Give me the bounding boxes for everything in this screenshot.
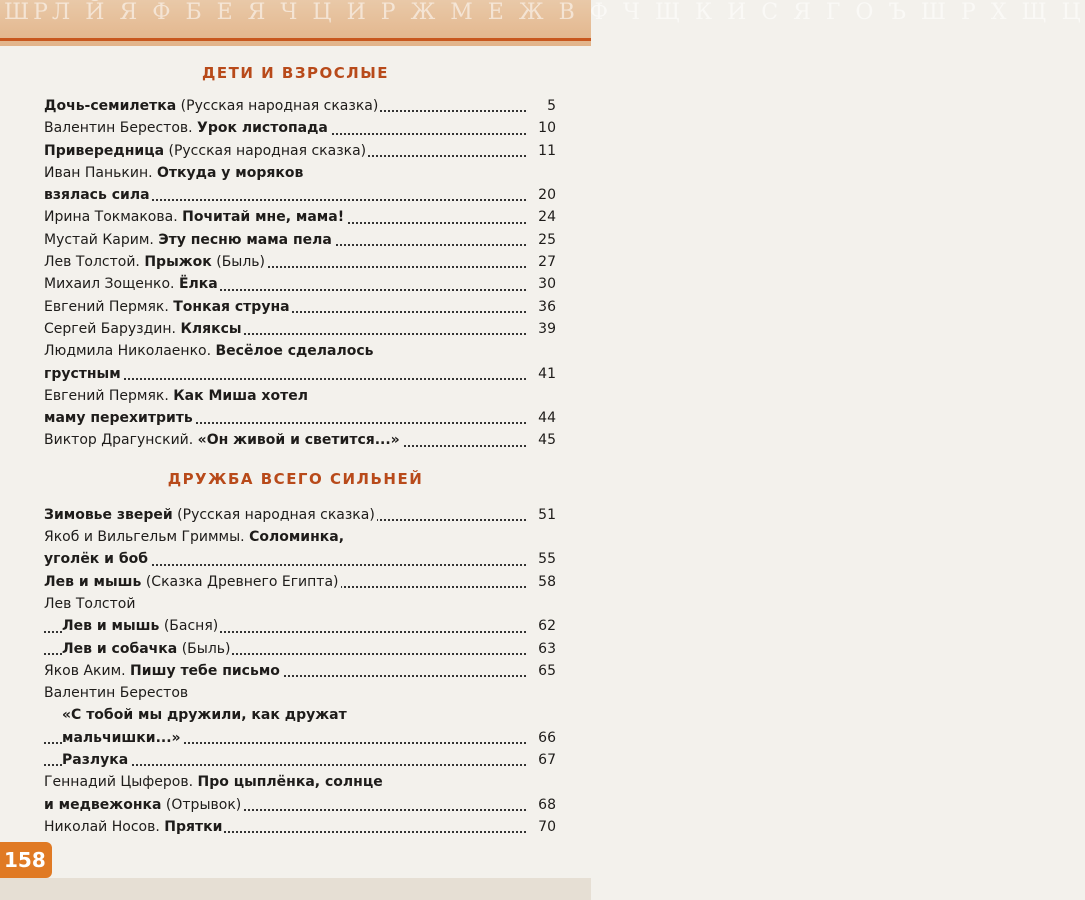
- work-title: «Он живой и светится...»: [197, 432, 400, 449]
- author-or-note: (Басня): [159, 618, 219, 635]
- toc-entry-text: [44, 663, 282, 679]
- toc-entry: [44, 504, 556, 526]
- toc-entry: [44, 571, 556, 593]
- toc-entry: [44, 794, 556, 816]
- toc-page-number: 58: [530, 571, 556, 593]
- toc-entry: [44, 816, 556, 838]
- toc-entry-text: [44, 774, 385, 790]
- toc-entry: [44, 727, 556, 749]
- toc-page-number: 36: [530, 296, 556, 318]
- toc-entry: [44, 749, 556, 771]
- author-or-note: Геннадий Цыферов.: [44, 774, 198, 791]
- toc-page-number: 10: [530, 117, 556, 139]
- work-title: Ёлка: [178, 276, 218, 293]
- toc-entry-text: [44, 276, 220, 292]
- author-or-note: Михаил Зощенко.: [44, 276, 179, 293]
- author-or-note: Мустай Карим.: [44, 231, 159, 248]
- work-title: Привередница: [44, 142, 165, 159]
- toc-entry-text: [62, 707, 349, 723]
- decorative-header-band: [0, 0, 1085, 46]
- toc-entry-text: [44, 596, 137, 612]
- toc-entry: [44, 704, 556, 726]
- toc-entry: [44, 318, 556, 340]
- work-title: Разлука: [62, 752, 129, 769]
- work-title: Как Миша хотел: [173, 387, 308, 404]
- toc-entry: [44, 682, 556, 704]
- toc-page-number: 44: [530, 407, 556, 429]
- bottom-band: [0, 878, 591, 900]
- toc-entry-text: [44, 98, 380, 114]
- toc-entry: [44, 526, 556, 548]
- toc-entry-text: [62, 641, 232, 657]
- author-or-note: Сергей Баруздин.: [44, 320, 181, 337]
- work-title: уголёк и боб: [44, 551, 149, 568]
- toc-entry: [44, 273, 556, 295]
- toc-entry-text: [62, 618, 220, 634]
- toc-page-number: 45: [530, 429, 556, 451]
- toc-page-number: 24: [530, 206, 556, 228]
- toc-page-number: 30: [530, 273, 556, 295]
- work-title: и медвежонка: [44, 796, 162, 813]
- toc-entry-text: [44, 432, 402, 448]
- section-title-children-adults: ДЕТИ И ВЗРОСЛЫЕ: [202, 64, 389, 82]
- toc-entry: [44, 229, 556, 251]
- work-title: Зимовье зверей: [44, 506, 173, 523]
- toc-entry-text: [44, 388, 310, 404]
- toc-entry: [44, 117, 556, 139]
- work-title: Пишу тебе письмо: [130, 662, 280, 679]
- work-title: грустным: [44, 365, 121, 382]
- toc-page-number: 20: [530, 184, 556, 206]
- toc-page-number: 68: [530, 794, 556, 816]
- toc-entry-text: [44, 299, 292, 315]
- author-or-note: Валентин Берестов: [44, 685, 189, 702]
- author-or-note: (Сказка Древнего Египта): [141, 573, 339, 590]
- toc-entry: [44, 162, 556, 184]
- toc-entry: [44, 140, 556, 162]
- toc-entry: [44, 660, 556, 682]
- toc-entry-text: [44, 366, 123, 382]
- author-or-note: Якоб и Вильгельм Гриммы.: [44, 529, 250, 546]
- header-rule: [0, 38, 591, 41]
- author-or-note: (Быль): [211, 254, 266, 271]
- toc-entry-text: [62, 730, 183, 746]
- toc-entry: [44, 296, 556, 318]
- toc-entry: [44, 95, 556, 117]
- author-or-note: Николай Носов.: [44, 818, 165, 835]
- toc-entry-text: [44, 232, 334, 248]
- toc-entry: [44, 593, 556, 615]
- work-title: Про цыплёнка, солнце: [197, 774, 383, 791]
- toc-page-number: 27: [530, 251, 556, 273]
- toc-page-number: 66: [530, 727, 556, 749]
- author-or-note: (Русская народная сказка): [176, 98, 379, 114]
- toc-entry: [44, 615, 556, 637]
- author-or-note: Яков Аким.: [44, 662, 131, 679]
- author-or-note: (Русская народная сказка): [172, 506, 375, 523]
- toc-entry-text: [44, 574, 341, 590]
- toc-page-number: 63: [530, 638, 556, 660]
- toc-entry-text: [44, 551, 150, 567]
- toc-entry: [44, 385, 556, 407]
- decorative-letters: ШРЛ Й Я Ф Б Е Я Ч Ц И Р Ж М Е Ж В Ф Ч Щ К И С Я Г О Ъ Ш Р Х Щ Ц: [4, 0, 1085, 25]
- toc-entry: [44, 206, 556, 228]
- author-or-note: Людмила Николаенко.: [44, 343, 216, 360]
- toc-entry-text: [44, 507, 377, 523]
- toc-entry: [44, 429, 556, 451]
- author-or-note: (Отрывок): [161, 796, 242, 813]
- work-title: Урок листопада: [197, 120, 328, 137]
- author-or-note: Виктор Драгунский.: [44, 432, 198, 449]
- work-title: мальчишки...»: [62, 729, 181, 746]
- author-or-note: Валентин Берестов.: [44, 120, 198, 137]
- toc-page-number: 70: [530, 816, 556, 838]
- toc-entry-text: [44, 685, 190, 701]
- work-title: Кляксы: [180, 320, 242, 337]
- work-title: Тонкая струна: [173, 298, 290, 315]
- work-title: Прыжок: [144, 254, 212, 271]
- work-title: Прятки: [164, 818, 223, 835]
- work-title: «С тобой мы дружили, как дружат: [62, 707, 347, 724]
- author-or-note: Иван Панькин.: [44, 164, 158, 181]
- toc-entry: [44, 407, 556, 429]
- toc-entry: [44, 548, 556, 570]
- toc-entry-text: [44, 165, 305, 181]
- work-title: Лев и собачка: [62, 640, 178, 657]
- author-or-note: Ирина Токмакова.: [44, 209, 183, 226]
- author-or-note: Лев Толстой.: [44, 254, 145, 271]
- toc-entry-text: [44, 321, 244, 337]
- work-title: Лев и мышь: [44, 573, 142, 590]
- toc-page-number: 25: [530, 229, 556, 251]
- toc-page-number: 62: [530, 615, 556, 637]
- work-title: Откуда у моряков: [157, 164, 304, 181]
- toc-page-number: 41: [530, 363, 556, 385]
- author-or-note: Евгений Пермяк.: [44, 298, 174, 315]
- author-or-note: Лев Толстой: [44, 595, 136, 612]
- work-title: Весёлое сделалось: [215, 343, 374, 360]
- toc-entry-text: [44, 209, 346, 225]
- toc-entry-text: [44, 819, 224, 835]
- toc-page-number: 39: [530, 318, 556, 340]
- author-or-note: (Быль): [177, 640, 231, 657]
- toc-entry: [44, 638, 556, 660]
- toc-page-number: 55: [530, 548, 556, 570]
- section-title-friendship: ДРУЖБА ВСЕГО СИЛЬНЕЙ: [167, 470, 424, 488]
- author-or-note: Евгений Пермяк.: [44, 387, 174, 404]
- toc-page-number: 11: [530, 140, 556, 162]
- toc-entry-text: [62, 752, 130, 768]
- toc-entry-text: [44, 254, 267, 270]
- toc-entry-text: [44, 143, 368, 159]
- toc-page-number: 51: [530, 504, 556, 526]
- author-or-note: (Русская народная сказка): [164, 142, 367, 159]
- toc-entry-text: [44, 529, 346, 545]
- work-title: Соломинка,: [249, 529, 345, 546]
- toc-entry: [44, 184, 556, 206]
- toc-entry-text: [44, 120, 330, 136]
- toc-page-number: 65: [530, 660, 556, 682]
- work-title: взялась сила: [44, 187, 150, 204]
- toc-entry: [44, 771, 556, 793]
- toc-entry: [44, 251, 556, 273]
- toc-entry-text: [44, 343, 376, 359]
- work-title: Почитай мне, мама!: [182, 209, 345, 226]
- page-number-tab: [0, 842, 52, 878]
- section-gap: [44, 452, 556, 504]
- toc-entry-text: [44, 797, 243, 813]
- toc-page-number: 5: [530, 95, 556, 117]
- work-title: маму перехитрить: [44, 410, 193, 427]
- toc-entry-text: [44, 410, 195, 426]
- toc-entry: [44, 340, 556, 362]
- toc-page-number: 67: [530, 749, 556, 771]
- toc-entry: [44, 363, 556, 385]
- toc-entry-text: [44, 187, 152, 203]
- table-of-contents: [44, 95, 556, 838]
- work-title: Лев и мышь: [62, 618, 160, 635]
- work-title: Эту песню мама пела: [158, 231, 332, 248]
- work-title: Дочь-семилетка: [44, 98, 177, 114]
- page-number: 158: [4, 848, 46, 872]
